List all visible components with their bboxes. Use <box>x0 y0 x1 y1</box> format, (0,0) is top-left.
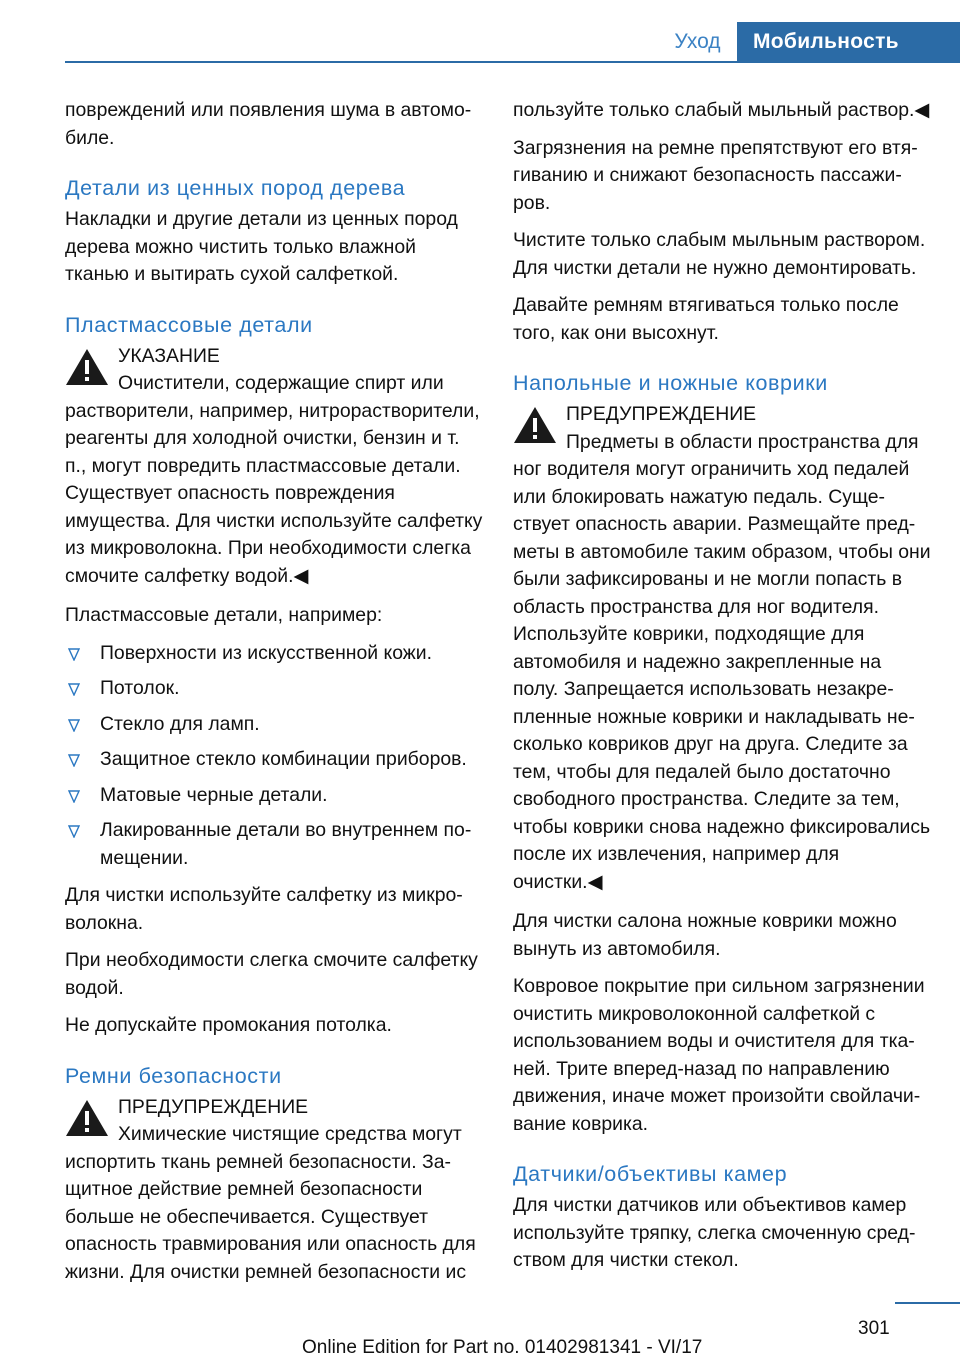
list-item-text: Защитное стекло комбинации приборов. <box>100 748 467 770</box>
list-bullet-triangle-icon <box>68 790 80 803</box>
belts-paragraph-2: Чистите только слабым мыльным раствором. Для чистки детали не нужно демонтировать. <box>513 229 926 279</box>
belts-paragraph-1: Загрязнения на ремне препятствуют его втягиванию и снижают безопасность пассажиров. <box>513 136 918 214</box>
section-heading-wood: Детали из ценных пород дерева <box>65 176 406 200</box>
belts-paragraph-3: Давайте ремням втягиваться только после того, как они высохнут. <box>513 294 899 344</box>
section-heading-mats: Напольные и ножные коврики <box>513 371 828 395</box>
list-item <box>65 675 483 703</box>
plastic-parts-list <box>65 640 483 873</box>
warning-text: Химические чистящие средства могут испортить ткань ремней безопасности. Защитное действие ремней безопасности больше не обеспечивается. Существует опасность травмирования или опасность для жизни. Для очистки ремней безопасности ис <box>65 1123 476 1283</box>
mats-paragraph-2: Ковровое покрытие при сильном загрязнении очистить микроволоконной салфеткой с использованием воды и очистителя для тканей. Трите вперед-назад по направлению движения, иначе может произойти свойлачивание коврика. <box>513 975 925 1135</box>
mats-paragraph-1: Для чистки салона ножные коврики можно вынуть из автомобиля. <box>513 910 897 960</box>
page-number: 301 <box>858 1318 890 1339</box>
list-item-text: Потолок. <box>100 677 180 699</box>
tab-care[interactable]: Уход <box>674 30 721 53</box>
list-item-text: Поверхности из искусственной кожи. <box>100 641 432 664</box>
warning-triangle-icon <box>65 347 109 387</box>
list-bullet-triangle-icon <box>68 754 80 767</box>
sensors-paragraph: Для чистки датчиков или объективов камер используйте тряпку, слегка смоченную средством для чистки стекол. <box>513 1194 916 1271</box>
notice-label: УКАЗАНИЕ <box>118 344 220 367</box>
plastic-list-intro: Пластмассовые детали, например: <box>65 604 383 626</box>
section-heading-plastic: Пластмассовые детали <box>65 312 313 337</box>
header-rule <box>65 61 960 63</box>
list-bullet-triangle-icon <box>68 648 80 661</box>
notice-box-plastic <box>65 343 483 591</box>
plastic-paragraph-3: Не допускайте промокания потолка. <box>65 1014 392 1036</box>
plastic-paragraph-1: Для чистки используйте салфетку из микроволокна. <box>65 884 463 934</box>
warning-label: ПРЕДУПРЕЖДЕНИЕ <box>118 1095 309 1118</box>
intro-paragraph: повреждений или появления шума в автомобиле. <box>65 99 472 149</box>
list-item-text: Стекло для ламп. <box>100 712 260 735</box>
list-item <box>65 640 483 668</box>
plastic-paragraph-2: При необходимости слегка смочите салфетку водой. <box>65 949 478 999</box>
right-column <box>513 97 931 1285</box>
list-bullet-triangle-icon <box>68 683 80 696</box>
list-bullet-triangle-icon <box>68 719 80 732</box>
warning-triangle-icon <box>65 1098 109 1138</box>
warning-box-belts <box>65 1094 483 1287</box>
tab-mobility[interactable]: Мобильность <box>737 22 960 62</box>
footer-rule <box>895 1302 960 1304</box>
list-item <box>65 817 483 872</box>
belts-continuation: пользуйте только слабый мыльный раствор.◀ <box>513 99 930 121</box>
list-item <box>65 746 483 774</box>
list-item <box>65 711 483 739</box>
list-bullet-triangle-icon <box>68 825 80 838</box>
edition-footer: Online Edition for Part no. 01402981341 - VI/17 <box>302 1337 703 1358</box>
warning-box-mats <box>513 401 931 896</box>
list-item-text: Лакированные детали во внутреннем помещении. <box>100 819 472 869</box>
warning-label: ПРЕДУПРЕЖДЕНИЕ <box>566 403 757 425</box>
wood-paragraph: Накладки и другие детали из ценных пород дерева можно чистить только влажной тканью и вытирать сухой салфеткой. <box>65 208 458 285</box>
section-heading-belts: Ремни безопасности <box>65 1063 282 1088</box>
warning-triangle-icon <box>513 405 557 445</box>
warning-text: Предметы в области пространства для ног водителя могут ограничить ход педалей или блокировать нажатую педаль. Существует опасность аварии. Размещайте предметы в автомобиле таким образом, чтобы они были зафиксированы и не могли попасть в область пространства для ног водителя. Используйте коврики, подходящие для автомобиля и надежно закрепленные на полу. Запрещается использовать незакрепленные ножные коврики и накладывать несколько ковриков друг на друга. Следите за тем, чтобы для педалей было достаточно свободного пространства. Следите за тем, чтобы коврики снова надежно фиксировались после их извлечения, например для очистки.◀ <box>513 430 931 893</box>
left-column <box>65 97 483 1298</box>
notice-text: Очистители, содержащие спирт или растворители, например, нитрорастворители, реагенты для холодной очистки, бензин и т. п., могут повредить пластмассовые детали. Существует опасность повреждения имущества. Для чистки используйте салфетку из микроволокна. При необходимости слегка смочите салфетку водой.◀ <box>65 372 483 587</box>
list-item-text: Матовые черные детали. <box>100 783 328 806</box>
list-item <box>65 782 483 810</box>
section-heading-sensors: Датчики/объективы камер <box>513 1162 788 1186</box>
